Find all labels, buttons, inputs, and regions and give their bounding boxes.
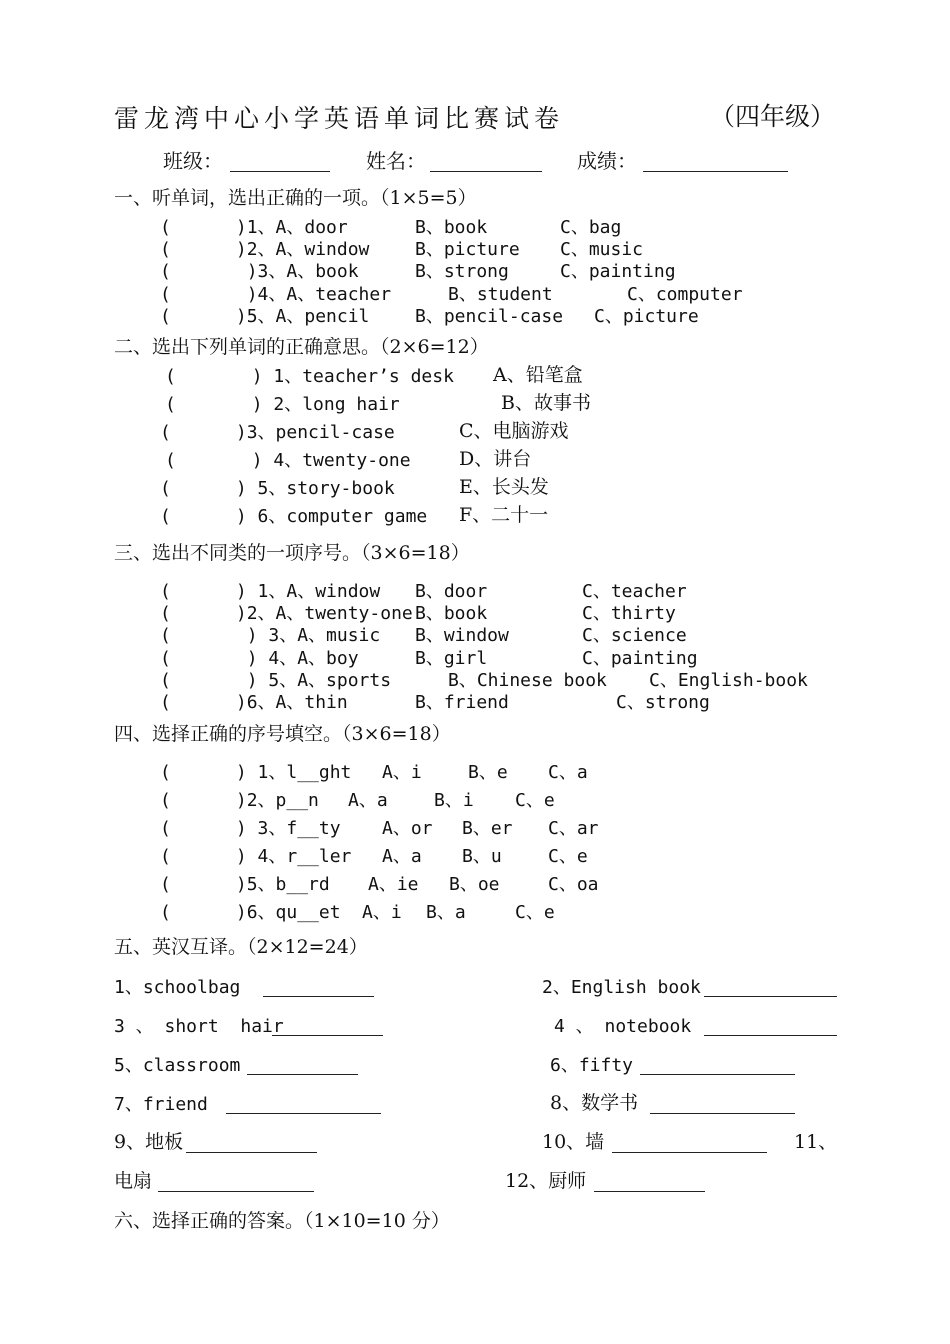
class-blank[interactable] (230, 171, 330, 172)
s5-blank-6[interactable] (640, 1074, 795, 1075)
s5-blank-7[interactable] (226, 1113, 381, 1114)
s3-q6-c: C、strong (616, 692, 710, 713)
s5-item-8: 8、数学书 (550, 1092, 639, 1114)
s4-q6: ( )6、qu__et (160, 902, 341, 923)
s1-q3-c: C、painting (560, 261, 676, 282)
s4-q1-c: C、a (548, 762, 588, 783)
s3-q4-b: B、girl (415, 648, 488, 669)
s2-q3-a: C、电脑游戏 (459, 420, 569, 442)
s5-blank-9[interactable] (186, 1152, 317, 1153)
s3-q3-c: C、science (582, 625, 687, 646)
s2-q6-a: F、二十一 (459, 504, 549, 526)
s5-blank-1[interactable] (263, 996, 374, 997)
s3-q3-b: B、window (415, 625, 509, 646)
s3-q2-c: C、thirty (582, 603, 676, 624)
s5-blank-5[interactable] (247, 1074, 358, 1075)
score-label: 成绩： (577, 149, 637, 173)
section-2-heading: 二、选出下列单词的正确意思。（2×6=12） (114, 336, 489, 358)
s2-q1: ( ) 1、teacher’s desk (165, 366, 454, 387)
s4-q5-c: C、oa (548, 874, 599, 895)
s3-q4-c: C、painting (582, 648, 698, 669)
s4-q5: ( )5、b__rd (160, 874, 330, 895)
s1-q5-c: C、picture (594, 306, 699, 327)
name-blank[interactable] (430, 171, 542, 172)
s3-q2: ( )2、A、twenty-one (160, 603, 413, 624)
s4-q2-a: A、a (348, 790, 388, 811)
s5-blank-11[interactable] (158, 1191, 314, 1192)
s2-q4-a: D、讲台 (459, 448, 532, 470)
s5-blank-4[interactable] (704, 1035, 837, 1036)
s1-q4-b: B、student (448, 284, 553, 305)
s4-q2: ( )2、p__n (160, 790, 319, 811)
s4-q6-a: A、i (362, 902, 402, 923)
s4-q6-c: C、e (515, 902, 555, 923)
s5-blank-2[interactable] (704, 996, 837, 997)
s1-q2-b: B、picture (415, 239, 520, 260)
s5-item-2: 2、English book (542, 977, 701, 998)
s5-item-10: 10、墙 (542, 1131, 605, 1153)
s4-q5-b: B、oe (449, 874, 500, 895)
s3-q1-b: B、door (415, 581, 488, 602)
s1-q4: ( )4、A、teacher (160, 284, 392, 305)
s1-q1-c: C、bag (560, 217, 622, 238)
s2-q3: ( )3、pencil-case (160, 422, 395, 443)
s2-q5-a: E、长头发 (459, 476, 549, 498)
s3-q5: ( ) 5、A、sports (160, 670, 392, 691)
s4-q2-c: C、e (515, 790, 555, 811)
s3-q5-b: B、Chinese book (448, 670, 607, 691)
s5-item-11: 11、 (794, 1131, 838, 1153)
grade-label: （四年级） (710, 102, 836, 131)
section-6-heading: 六、选择正确的答案。（1×10=10 分） (114, 1210, 450, 1232)
s4-q4-c: C、e (548, 846, 588, 867)
s1-q4-c: C、computer (627, 284, 743, 305)
s3-q3: ( ) 3、A、music (160, 625, 381, 646)
s2-q1-a: A、铅笔盒 (493, 364, 583, 386)
s1-q2-c: C、music (560, 239, 644, 260)
s1-q3: ( )3、A、book (160, 261, 359, 282)
s5-blank-12[interactable] (594, 1191, 705, 1192)
section-5-heading: 五、英汉互译。（2×12=24） (114, 936, 368, 958)
s4-q1: ( ) 1、l__ght (160, 762, 352, 783)
s5-item-7: 7、friend (114, 1094, 208, 1115)
s1-q3-b: B、strong (415, 261, 509, 282)
s3-q1-c: C、teacher (582, 581, 687, 602)
s5-item-12: 12、厨师 (505, 1170, 587, 1192)
s5-item-11-word: 电扇 (114, 1170, 153, 1192)
s3-q6: ( )6、A、thin (160, 692, 348, 713)
s4-q3-b: B、er (462, 818, 513, 839)
s2-q4: ( ) 4、twenty-one (165, 450, 411, 471)
s5-blank-8[interactable] (650, 1113, 795, 1114)
s2-q2-a: B、故事书 (501, 392, 591, 414)
s1-q1-b: B、book (415, 217, 488, 238)
s3-q2-b: B、book (415, 603, 488, 624)
section-1-heading: 一、听单词，选出正确的一项。（1×5=5） (114, 187, 477, 209)
s5-item-4: 4 、 notebook (554, 1016, 692, 1037)
s2-q5: ( ) 5、story-book (160, 478, 395, 499)
s5-item-6: 6、fifty (550, 1055, 634, 1076)
page-title: 雷龙湾中心小学英语单词比赛试卷 (114, 104, 565, 133)
score-blank[interactable] (643, 171, 788, 172)
s5-item-5: 5、classroom (114, 1055, 241, 1076)
s3-q4: ( ) 4、A、boy (160, 648, 359, 669)
s4-q2-b: B、i (434, 790, 474, 811)
s4-q4-a: A、a (382, 846, 422, 867)
s3-q1: ( ) 1、A、window (160, 581, 381, 602)
s4-q3: ( ) 3、f__ty (160, 818, 341, 839)
s4-q3-c: C、ar (548, 818, 599, 839)
s5-item-3: 3 、 short hair (114, 1016, 284, 1037)
s2-q2: ( ) 2、long hair (165, 394, 400, 415)
class-label: 班级： (163, 149, 223, 173)
s4-q4: ( ) 4、r__ler (160, 846, 352, 867)
s4-q6-b: B、a (426, 902, 466, 923)
s5-item-1: 1、schoolbag (114, 977, 241, 998)
s5-blank-10[interactable] (612, 1152, 767, 1153)
s4-q5-a: A、ie (368, 874, 419, 895)
s3-q6-b: B、friend (415, 692, 509, 713)
name-label: 姓名： (366, 149, 426, 173)
s1-q5: ( )5、A、pencil (160, 306, 370, 327)
s1-q1: ( )1、A、door (160, 217, 348, 238)
s5-item-9: 9、地板 (114, 1131, 184, 1153)
s3-q5-c: C、English-book (649, 670, 808, 691)
s5-blank-3[interactable] (272, 1035, 383, 1036)
s4-q3-a: A、or (382, 818, 433, 839)
s4-q1-b: B、e (468, 762, 508, 783)
section-4-heading: 四、选择正确的序号填空。（3×6=18） (114, 723, 451, 745)
section-3-heading: 三、选出不同类的一项序号。（3×6=18） (114, 542, 470, 564)
s4-q4-b: B、u (462, 846, 502, 867)
s1-q2: ( )2、A、window (160, 239, 370, 260)
s2-q6: ( ) 6、computer game (160, 506, 428, 527)
s1-q5-b: B、pencil-case (415, 306, 564, 327)
s4-q1-a: A、i (382, 762, 422, 783)
